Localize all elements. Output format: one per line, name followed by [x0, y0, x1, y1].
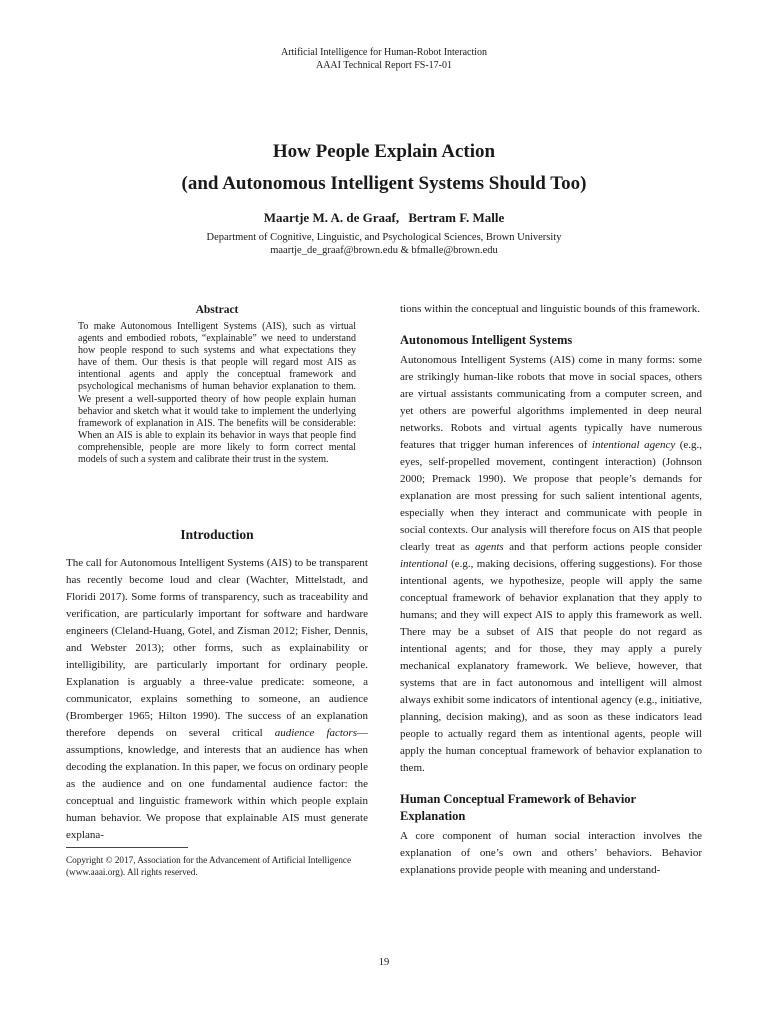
left-column [66, 304, 368, 466]
ais-emphasis-agents: agents [474, 541, 504, 553]
header-line-1: Artificial Intelligence for Human-Robot Interaction [280, 47, 488, 58]
ais-emphasis-intentional-agency: intentional agency [591, 439, 676, 451]
author-1: Maartje M. A. de Graaf, [263, 210, 400, 225]
paper-title-line-1: How People Explain Action [272, 141, 496, 162]
author-2: Bertram F. Malle [408, 210, 505, 225]
ais-emphasis-intentional: intentional [400, 558, 448, 570]
hcf-heading [400, 791, 702, 825]
intro-text-part-1: The call for Autonomous Intelligent Systems (AIS) to be transparent has recently become loud and clear (Wachter, Mittelstadt, and Floridi 2017). Some forms of transparency, such as traceability and verification, are particularly important for software and hardware engineers (Cleland-Huang, Gotel, and Zisman 2012; Fisher, Dennis, and Webster 2013); other forms, such as explainability or intelligibility, are particularly important for ordinary people. Explanation is arguably a three-value predicate: someone, a communicator, explains something to someone, an audience (Bromberger 1965; Hilton 1990). The success of an explanation therefore depends on several critical [66, 557, 368, 739]
hcf-heading-line-2: Explanation [400, 809, 466, 823]
ais-text-d: (e.g., making decisions, offering suggestions). For those intentional agents, we hypothesize, people will apply the same conceptual framework of behavior explanation that they apply to humans; and they will expect AIS to apply this framework as well. There may be a subset of AIS that people do not regard as intentional agents; and for those, they may apply a purely mechanical explanatory framework. We believe, however, that systems that are in fact autonomous and intelligent will almost always exhibit some indicators of intentional agency (e.g., initiative, planning, decision making), and as soon as these indicators lead people to actually regard them as intentional agents, people will apply the human conceptual framework of behavior explanation to them. [400, 558, 702, 774]
copyright-notice: Copyright © 2017, Association for the Advancement of Artificial Intelligence (www.aaai.org). All rights reserved. [66, 855, 352, 877]
affiliation-emails: maartje_de_graaf@brown.edu & bfmalle@brown.edu [270, 245, 498, 256]
abstract-text: To make Autonomous Intelligent Systems (AIS), such as virtual agents and embodied robots, “explainable” we need to understand how people respond to such systems and what expectations they have of them. Our thesis is that people will regard most AIS as intentional agents and apply the conceptual framework and psychological mechanisms of human behavior explanation to them. We present a well-supported theory of how people explain human behavior and sketch what it would take to implement the underlying framework of explanation in AIS. The benefits will be considerable: When an AIS is able to explain its behavior in ways that people find comprehensible, people are more likely to form correct mental models of such a system and calibrate their trust in the system. [78, 321, 356, 466]
affiliation-line-1: Department of Cognitive, Linguistic, and Psychological Sciences, Brown University [206, 232, 562, 243]
introduction-heading: Introduction [180, 527, 254, 542]
footnote-rule [66, 847, 188, 848]
affiliation [0, 231, 768, 257]
ais-text-b: (e.g., eyes, self-propelled movement, contingent interaction) (Johnson 2000; Premack 1990). We propose that people’s demands for explanation are most pressing for such salient intentional agents, especially when they interact and communicate with people in social contexts. Our analysis will therefore focus on AIS that people clearly treat as [400, 439, 703, 553]
header-line-2: AAAI Technical Report FS-17-01 [315, 60, 453, 71]
introduction-continuation: tions within the conceptual and linguistic bounds of this framework. [400, 303, 701, 315]
author-list [0, 210, 768, 226]
intro-emphasis-audience-factors: audience factors [274, 727, 357, 739]
abstract-heading: Abstract [195, 304, 239, 316]
hcf-heading-line-1: Human Conceptual Framework of Behavior [400, 792, 637, 806]
hcf-paragraph: A core component of human social interaction involves the explanation of one’s own and others’ behaviors. Behavior explanations provide people with meaning and understand- [400, 830, 702, 876]
introduction-paragraph [66, 555, 368, 844]
introduction-section [66, 527, 368, 844]
ais-paragraph [400, 352, 702, 777]
ais-text-c: and that perform actions people consider [503, 541, 702, 553]
ais-heading: Autonomous Intelligent Systems [400, 333, 573, 347]
running-header [0, 46, 768, 72]
footnote-area [66, 847, 368, 878]
intro-text-part-2: —assumptions, knowledge, and interests that an audience has when decoding the explanation. In this paper, we focus on ordinary people as the audience and on one fundamental audience factor: the conceptual and linguistic framework within which people explain human behavior. We propose that explainable AIS must generate explana- [66, 727, 368, 841]
ais-text-a: Autonomous Intelligent Systems (AIS) come in many forms: some are strikingly human-like robots that move in social spaces, others are virtual assistants communicating from a computer screen, and yet others are powerful algorithms implemented in deep neural networks. Robots and virtual agents typically have numerous features that trigger human inferences of [400, 354, 702, 451]
page-number: 19 [378, 957, 390, 968]
paper-title-line-2: (and Autonomous Intelligent Systems Should Too) [181, 173, 587, 194]
right-column [400, 301, 702, 879]
